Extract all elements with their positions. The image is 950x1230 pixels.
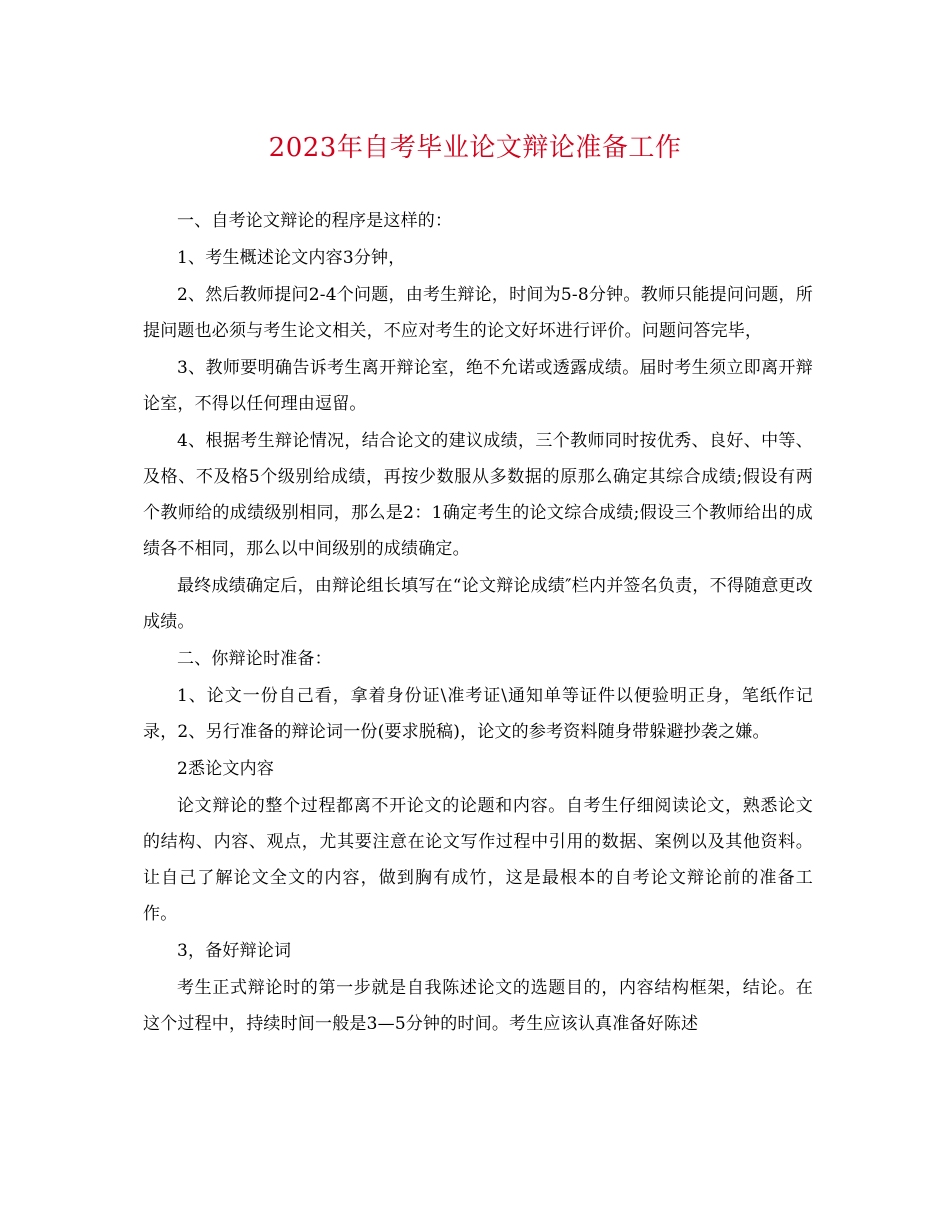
paragraph: 2悉论文内容 bbox=[177, 759, 275, 779]
paragraph: 考生正式辩论时的第一步就是自我陈述论文的选题目的，内容结构框架，结论。在这个过程中，持续时间一般是3—5分钟的时间。考生应该认真准备好陈述 bbox=[143, 978, 813, 1034]
paragraph: 一、自考论文辩论的程序是这样的： bbox=[177, 211, 453, 231]
paragraph: 3、教师要明确告诉考生离开辩论室，绝不允诺或透露成绩。届时考生须立即离开辩论室，不得以任何理由逗留。 bbox=[143, 358, 813, 414]
paragraph: 4、根据考生辩论情况，结合论文的建议成绩，三个教师同时按优秀、良好、中等、及格、不及格5个级别给成绩，再按少数服从多数据的原那么确定其综合成绩;假设有两个教师给的成绩级别相同，那么是2：1确定考生的论文综合成绩;假设三个教师给出的成绩各不相同，那么以中间级别的成绩确定。 bbox=[143, 431, 813, 559]
paragraph: 最终成绩确定后，由辩论组长填写在“论文辩论成绩″栏内并签名负责，不得随意更改成绩。 bbox=[143, 576, 813, 632]
paragraph: 2、然后教师提问2-4个问题，由考生辩论，时间为5-8分钟。教师只能提问问题，所提问题也必须与考生论文相关，不应对考生的论文好坏进行评价。问题问答完毕， bbox=[143, 285, 813, 341]
paragraph: 1、论文一份自己看，拿着身份证\准考证\通知单等证件以便验明正身，笔纸作记录，2、另行准备的辩论词一份(要求脱稿)，论文的参考资料随身带躲避抄袭之嫌。 bbox=[143, 686, 813, 742]
paragraph: 1、考生概述论文内容3分钟， bbox=[177, 248, 406, 268]
paragraph: 论文辩论的整个过程都离不开论文的论题和内容。自考生仔细阅读论文，熟悉论文的结构、内容、观点，尤其要注意在论文写作过程中引用的数据、案例以及其他资料。让自己了解论文全文的内容，做到胸有成竹，这是最根本的自考论文辩论前的准备工作。 bbox=[143, 796, 813, 924]
paragraph: 二、你辩论时准备： bbox=[177, 649, 332, 669]
document-title: 2023年自考毕业论文辩论准备工作 bbox=[268, 133, 682, 163]
paragraph: 3，备好辩论词 bbox=[177, 941, 292, 961]
document-body bbox=[143, 203, 813, 1043]
